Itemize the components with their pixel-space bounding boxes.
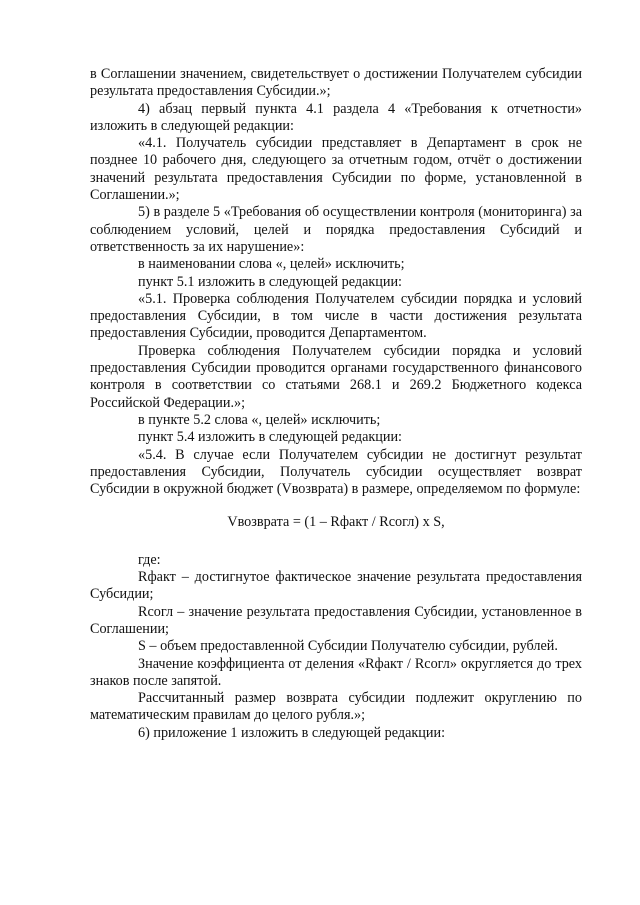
paragraph-clause-5-2-change: в пункте 5.2 слова «, целей» исключить;: [138, 411, 381, 428]
paragraph-item-6: 6) приложение 1 изложить в следующей редакции:: [138, 724, 446, 741]
paragraph-item-5: 5) в разделе 5 «Требования об осуществлении контроля (мониторинга) за соблюдением условий, целей и порядка предоставления Субсидий и ответственность за их нарушение»:: [90, 204, 582, 255]
paragraph-clause-5-1-second: Проверка соблюдения Получателем субсидии порядка и условий предоставления Субсидии проводится органами государственного финансового контроля в соответствии со статьями 268.1 и 269.2 Бюджетного кодекса Российской Федерации.»;: [90, 342, 582, 411]
paragraph-clause-4-1: «4.1. Получатель субсидии представляет в Департамент в срок не позднее 10 рабочего дня, следующего за отчетным годом, отчёт о достижении значений результата предоставления Субсидии по форме, установленной в Соглашении.»;: [90, 135, 582, 204]
paragraph-clause-5-4: «5.4. В случае если Получателем субсидии не достигнут результат предоставления Субсидии, Получатель субсидии осуществляет возврат Субсидии в окружной бюджет (Vвозврата) в размере, определяемом по формуле:: [90, 446, 582, 498]
paragraph-where: где:: [138, 551, 161, 568]
paragraph-item-4: 4) абзац первый пункта 4.1 раздела 4 «Требования к отчетности» изложить в следующей редакции:: [90, 100, 582, 134]
paragraph-5-4-intro: пункт 5.4 изложить в следующей редакции:: [138, 429, 402, 446]
paragraph-clause-5-1: «5.1. Проверка соблюдения Получателем субсидии порядка и условий предоставления Субсидии, в том числе в части достижения результата предоставления Субсидии, проводится Департаментом.: [90, 290, 582, 342]
paragraph-coefficient-rounding: Значение коэффициента от деления «Rфакт / Rсогл» округляется до трех знаков после запятой.: [90, 655, 582, 689]
paragraph-5-1-intro: пункт 5.1 изложить в следующей редакции:: [138, 273, 402, 290]
paragraph-rfact-definition: Rфакт – достигнутое фактическое значение результата предоставления Субсидии;: [90, 569, 582, 603]
paragraph-title-change: в наименовании слова «, целей» исключить;: [138, 256, 405, 273]
paragraph-rsogl-definition: Rсогл – значение результата предоставления Субсидии, установленное в Соглашении;: [90, 603, 582, 637]
paragraph-s-definition: S – объем предоставленной Субсидии Получателю субсидии, рублей.: [138, 638, 558, 655]
paragraph-refund-rounding: Рассчитанный размер возврата субсидии подлежит округлению по математическим правилам до целого рубля.»;: [90, 690, 582, 724]
paragraph-continuation: в Соглашении значением, свидетельствует о достижении Получателем субсидии результата предоставления Субсидии.»;: [90, 66, 582, 100]
refund-formula: Vвозврата = (1 – Rфакт / Rсогл) x S,: [227, 514, 445, 531]
